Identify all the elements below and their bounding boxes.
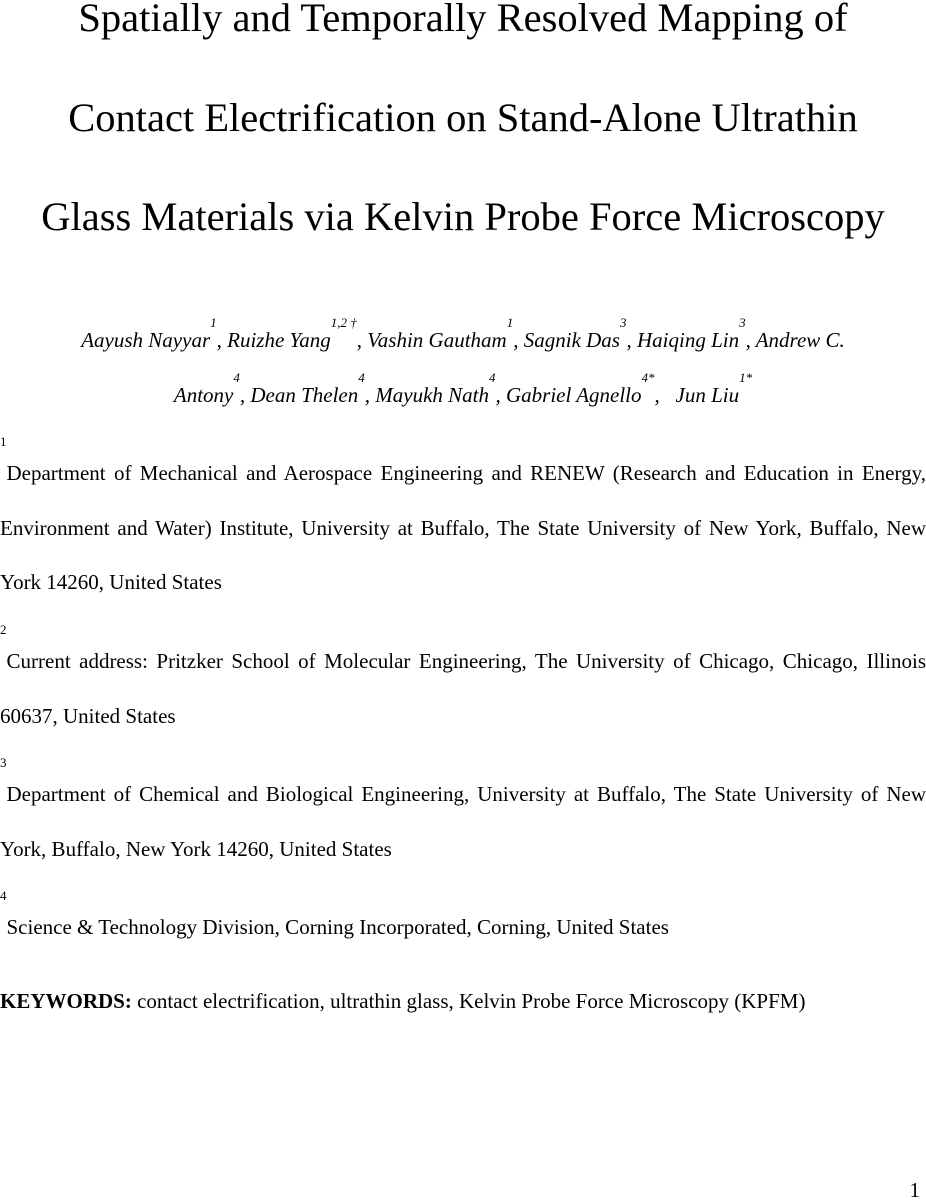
author-name-part2: Antony <box>173 383 234 407</box>
affiliation-number: 2 <box>0 622 7 637</box>
affiliation-text: Department of Mechanical and Aerospace Engineering and RENEW (Research and Education in Energy, Environment and Water) Institute, University at Buffalo, The State University of New York, Buffalo, New York 14260, United States <box>0 461 926 594</box>
author-name: Jun Liu <box>675 383 740 407</box>
author-affil: 3 <box>739 315 746 330</box>
affiliation-number: 3 <box>0 755 7 770</box>
author-name: Sagnik Das <box>523 328 620 352</box>
keywords-text: contact electrification, ultrathin glass, Kelvin Probe Force Microscopy (KPFM) <box>131 989 806 1013</box>
affiliation-number: 1 <box>0 434 7 449</box>
author-name: Gabriel Agnello <box>506 383 642 407</box>
author-name: Haiqing Lin <box>636 328 740 352</box>
author-affil: 4 <box>233 370 240 385</box>
title-line-1: Spatially and Temporally Resolved Mapping of <box>78 0 848 40</box>
author-affil: 1 <box>210 315 217 330</box>
keywords <box>0 974 926 1029</box>
affiliation-1 <box>0 434 926 610</box>
author-affil: 3 <box>619 315 627 330</box>
author-name: Vashin Gautham <box>367 328 507 352</box>
author-line-1: Aayush Nayyar$^1$, Ruizhe Yang$^{1,2 \dagger}$, Vashin Gautham$^1$, Sagnik Das$^3$, Haiqing Lin$^3$, Andrew C. <box>81 315 845 352</box>
affiliation-4 <box>0 888 926 955</box>
author-affil: 1,2 † <box>330 315 357 330</box>
keywords-label: KEYWORDS: <box>0 989 132 1013</box>
author-name: Dean Thelen <box>250 383 359 407</box>
author-name: Mayukh Nath <box>375 383 489 407</box>
title-line-2: Contact Electrification on Stand-Alone Ultrathin <box>68 95 858 140</box>
affiliation-3 <box>0 755 926 876</box>
affiliation-2 <box>0 622 926 743</box>
author-name: Aayush Nayyar <box>81 328 211 352</box>
title-line-3: Glass Materials via Kelvin Probe Force Microscopy <box>41 194 885 239</box>
author-affil: 1* <box>739 370 753 385</box>
affiliation-text: Science & Technology Division, Corning Incorporated, Corning, United States <box>6 915 669 939</box>
page-number: 1 <box>909 1178 920 1202</box>
author-affil: 1 <box>506 315 514 330</box>
author-name-part1: Andrew C. <box>755 328 845 352</box>
affiliation-number: 4 <box>0 888 7 903</box>
author-affil: 4 <box>358 370 365 385</box>
affiliation-text: Department of Chemical and Biological Engineering, University at Buffalo, The State University of New York, Buffalo, New York 14260, United States <box>0 782 926 861</box>
author-line-2: Antony$^4$, Dean Thelen$^4$, Mayukh Nath$^4$, Gabriel Agnello$^{4*}$, Jun Liu$^{1*}$ <box>173 370 753 407</box>
author-name: Ruizhe Yang <box>227 328 331 352</box>
affiliation-text: Current address: Pritzker School of Molecular Engineering, The University of Chicago, Chicago, Illinois 60637, United States <box>0 649 926 728</box>
author-affil: 4* <box>641 370 655 385</box>
author-affil: 4 <box>489 370 496 385</box>
